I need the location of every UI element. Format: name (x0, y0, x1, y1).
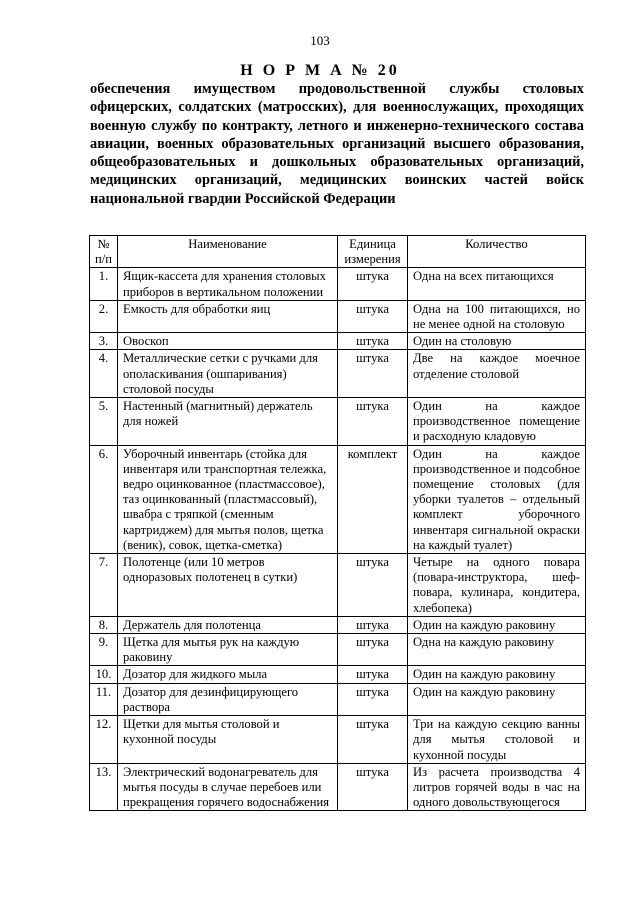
row-name: Держатель для полотенца (118, 616, 338, 633)
row-name: Полотенце (или 10 метров одноразовых полотенец в сутки) (118, 554, 338, 617)
row-qty: Один на каждую раковину (408, 616, 586, 633)
row-name: Щетки для мытья столовой и кухонной посуды (118, 716, 338, 764)
row-qty: Четыре на одного повара (повара-инструктора, шеф-повара, кулинара, кондитера, хлебопека) (408, 554, 586, 617)
row-name: Электрический водонагреватель для мытья посуды в случае перебоев или прекращения горячего водоснабжения (118, 763, 338, 811)
row-qty: Один на каждую раковину (408, 683, 586, 715)
norm-table (89, 235, 586, 811)
table-row (90, 554, 586, 617)
row-qty: Одна на каждую раковину (408, 634, 586, 666)
row-name: Металлические сетки с ручками для ополаскивания (ошпаривания) столовой посуды (118, 350, 338, 398)
table-body (90, 268, 586, 811)
row-num: 1. (90, 268, 118, 300)
row-unit: штука (338, 268, 408, 300)
row-qty: Один на каждую раковину (408, 666, 586, 683)
document-title: Н О Р М А № 20 (240, 62, 400, 79)
row-num: 9. (90, 634, 118, 666)
table-row (90, 398, 586, 446)
row-unit: штука (338, 616, 408, 633)
table-row (90, 616, 586, 633)
row-num: 12. (90, 716, 118, 764)
row-qty: Один на каждое производственное и подсобное помещение столовых (для уборки туалетов – отдельный комплект уборочного инвентаря сигнальной окраски на каждый туалет) (408, 445, 586, 553)
header-num: № п/п (90, 236, 118, 268)
header-name: Наименование (118, 236, 338, 268)
row-num: 11. (90, 683, 118, 715)
row-num: 4. (90, 350, 118, 398)
document-subtitle: обеспечения имуществом продовольственной службы столовых офицерских, солдатских (матросских), для военнослужащих, проходящих военную службу по контракту, летного и инженерно-технического состава авиации, военных образовательных организаций высшего образования, общеобразовательных и дошкольных образовательных организаций, медицинских организаций, медицинских воинских частей войск национальной гвардии Российской Федерации (90, 81, 584, 207)
table-row (90, 683, 586, 715)
row-unit: штука (338, 398, 408, 446)
row-qty: Один на каждое производственное помещение и расходную кладовую (408, 398, 586, 446)
table-row (90, 716, 586, 764)
header-unit: Единица измерения (338, 236, 408, 268)
row-qty: Одна на 100 питающихся, но не менее одной на столовую (408, 300, 586, 332)
row-unit: штука (338, 554, 408, 617)
table-row (90, 763, 586, 811)
row-qty: Одна на всех питающихся (408, 268, 586, 300)
row-name: Дозатор для жидкого мыла (118, 666, 338, 683)
row-num: 13. (90, 763, 118, 811)
row-num: 7. (90, 554, 118, 617)
row-unit: штука (338, 634, 408, 666)
table-row (90, 666, 586, 683)
row-num: 5. (90, 398, 118, 446)
row-name: Овоскоп (118, 333, 338, 350)
row-qty: Две на каждое моечное отделение столовой (408, 350, 586, 398)
header-qty: Количество (408, 236, 586, 268)
row-qty: Три на каждую секцию ванны для мытья столовой и кухонной посуды (408, 716, 586, 764)
table-header-row (90, 236, 586, 268)
row-unit: комплект (338, 445, 408, 553)
table-row (90, 333, 586, 350)
table-row (90, 445, 586, 553)
table-row (90, 350, 586, 398)
row-name: Настенный (магнитный) держатель для ножей (118, 398, 338, 446)
row-name: Емкость для обработки яиц (118, 300, 338, 332)
row-unit: штука (338, 763, 408, 811)
row-unit: штука (338, 716, 408, 764)
row-unit: штука (338, 333, 408, 350)
row-unit: штука (338, 666, 408, 683)
row-unit: штука (338, 683, 408, 715)
row-num: 10. (90, 666, 118, 683)
row-num: 2. (90, 300, 118, 332)
row-unit: штука (338, 300, 408, 332)
table-row (90, 300, 586, 332)
row-qty: Из расчета производства 4 литров горячей воды в час на одного довольствующегося (408, 763, 586, 811)
row-name: Уборочный инвентарь (стойка для инвентаря или транспортная тележка, ведро оцинкованное (пластмассовое), таз оцинкованный (пластмассовый), швабра с тряпкой (сменным картриджем) для мытья полов, щетка (веник), совок, щетка-сметка) (118, 445, 338, 553)
row-unit: штука (338, 350, 408, 398)
page-number: 103 (310, 33, 330, 48)
row-qty: Один на столовую (408, 333, 586, 350)
row-num: 6. (90, 445, 118, 553)
row-name: Дозатор для дезинфицирующего раствора (118, 683, 338, 715)
row-num: 3. (90, 333, 118, 350)
row-name: Ящик-кассета для хранения столовых приборов в вертикальном положении (118, 268, 338, 300)
row-num: 8. (90, 616, 118, 633)
table-row (90, 634, 586, 666)
row-name: Щетка для мытья рук на каждую раковину (118, 634, 338, 666)
table-row (90, 268, 586, 300)
